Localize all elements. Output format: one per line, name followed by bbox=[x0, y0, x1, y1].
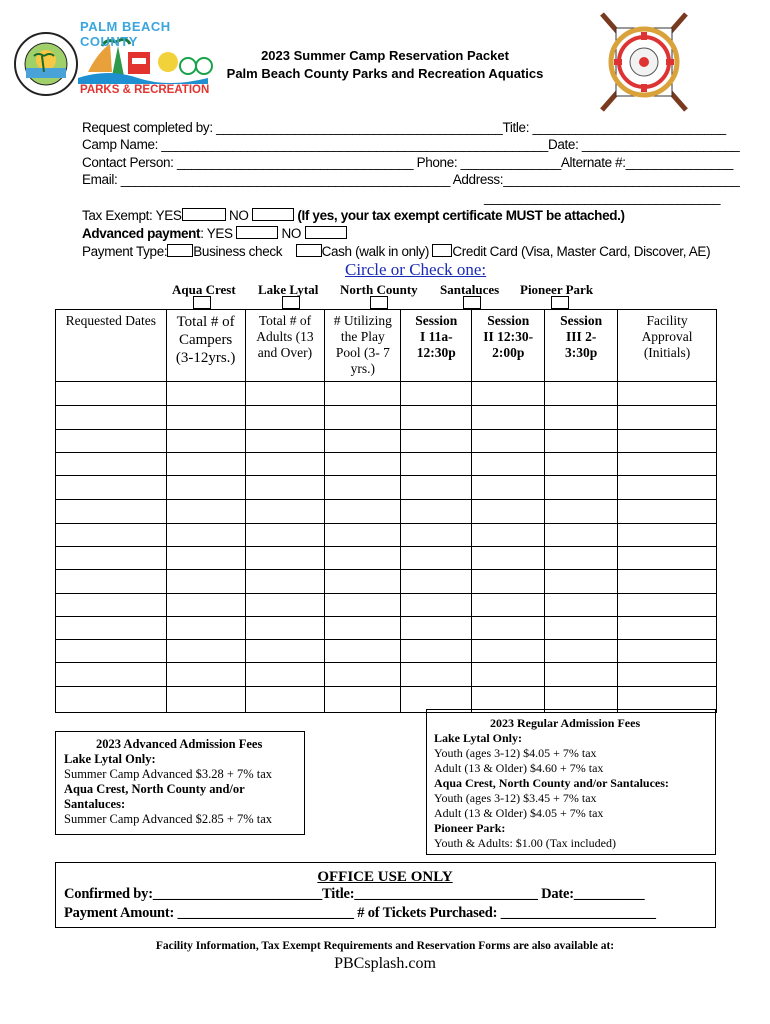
table-cell[interactable] bbox=[472, 476, 545, 500]
location-santaluces: Santaluces bbox=[440, 282, 500, 297]
table-cell[interactable] bbox=[401, 382, 472, 406]
tax-exempt-no-box[interactable] bbox=[252, 208, 294, 221]
table-cell[interactable] bbox=[245, 430, 325, 453]
table-cell[interactable] bbox=[325, 382, 401, 406]
advanced-payment-row bbox=[82, 226, 347, 241]
header-session-2: Session II 12:30- 2:00p bbox=[472, 310, 545, 382]
regular-pioneer-label: Pioneer Park: bbox=[434, 821, 506, 835]
confirmed-by-line[interactable]: Confirmed by:________________________Title:__________________________ Date:__________ bbox=[64, 886, 645, 902]
aqua-crest-checkbox[interactable] bbox=[193, 296, 211, 309]
table-row bbox=[56, 570, 717, 594]
table-cell[interactable] bbox=[325, 430, 401, 453]
table-cell[interactable] bbox=[325, 617, 401, 640]
table-row bbox=[56, 406, 717, 430]
table-cell[interactable] bbox=[56, 547, 167, 570]
table-cell[interactable] bbox=[325, 524, 401, 547]
table-cell[interactable] bbox=[401, 617, 472, 640]
table-row bbox=[56, 640, 717, 663]
table-cell[interactable] bbox=[56, 640, 167, 663]
table-cell[interactable] bbox=[56, 500, 167, 524]
table-cell[interactable] bbox=[56, 570, 167, 594]
table-cell[interactable] bbox=[325, 500, 401, 524]
table-cell[interactable] bbox=[166, 406, 245, 430]
table-cell[interactable] bbox=[166, 594, 245, 617]
table-cell[interactable] bbox=[618, 663, 717, 687]
table-cell[interactable] bbox=[56, 476, 167, 500]
table-cell[interactable] bbox=[166, 382, 245, 406]
table-cell[interactable] bbox=[472, 453, 545, 476]
table-cell[interactable] bbox=[245, 500, 325, 524]
table-cell[interactable] bbox=[56, 453, 167, 476]
table-cell[interactable] bbox=[166, 430, 245, 453]
location-aqua-crest: Aqua Crest bbox=[172, 282, 236, 297]
table-cell[interactable] bbox=[545, 476, 618, 500]
table-cell[interactable] bbox=[325, 663, 401, 687]
advanced-yes-box[interactable] bbox=[236, 226, 278, 239]
table-cell[interactable] bbox=[325, 594, 401, 617]
table-row bbox=[56, 382, 717, 406]
table-cell[interactable] bbox=[545, 570, 618, 594]
table-cell[interactable] bbox=[401, 430, 472, 453]
pioneer-park-checkbox[interactable] bbox=[551, 296, 569, 309]
header-total-campers bbox=[166, 310, 245, 382]
regular-others-youth: Youth (ages 3-12) $3.45 + 7% tax bbox=[434, 791, 597, 805]
table-cell[interactable] bbox=[56, 663, 167, 687]
payment-type-row bbox=[82, 244, 710, 259]
table-cell[interactable] bbox=[401, 406, 472, 430]
table-cell[interactable] bbox=[545, 453, 618, 476]
table-cell[interactable] bbox=[166, 640, 245, 663]
table-cell[interactable] bbox=[56, 382, 167, 406]
payment-type-label: Payment Type: bbox=[82, 244, 168, 259]
table-cell[interactable] bbox=[401, 500, 472, 524]
payment-amount-line[interactable]: Payment Amount: _________________________ # of Tickets Purchased: ______________________ bbox=[64, 905, 656, 921]
table-cell[interactable] bbox=[618, 617, 717, 640]
table-cell[interactable] bbox=[545, 640, 618, 663]
table-cell[interactable] bbox=[401, 663, 472, 687]
table-cell[interactable] bbox=[401, 594, 472, 617]
advanced-fees-title: 2023 Advanced Admission Fees bbox=[96, 737, 263, 751]
table-cell[interactable] bbox=[618, 430, 717, 453]
table-cell[interactable] bbox=[166, 524, 245, 547]
table-cell[interactable] bbox=[245, 640, 325, 663]
regular-fees-box bbox=[426, 709, 716, 855]
table-cell[interactable] bbox=[545, 594, 618, 617]
tax-exempt-yes-box[interactable] bbox=[182, 208, 226, 221]
table-cell[interactable] bbox=[166, 500, 245, 524]
table-cell[interactable] bbox=[56, 594, 167, 617]
request-line[interactable]: Request completed by: ________________________________________Title: ___________________________ bbox=[82, 120, 726, 135]
table-cell[interactable] bbox=[472, 500, 545, 524]
table-cell[interactable] bbox=[166, 687, 245, 713]
table-cell[interactable] bbox=[472, 524, 545, 547]
table-cell[interactable] bbox=[618, 453, 717, 476]
table-cell[interactable] bbox=[618, 547, 717, 570]
business-check-box[interactable] bbox=[167, 244, 193, 257]
table-cell[interactable] bbox=[545, 663, 618, 687]
table-cell[interactable] bbox=[245, 663, 325, 687]
table-cell[interactable] bbox=[325, 476, 401, 500]
table-header-row bbox=[56, 310, 717, 382]
table-cell[interactable] bbox=[618, 382, 717, 406]
table-cell[interactable] bbox=[618, 570, 717, 594]
table-cell[interactable] bbox=[166, 663, 245, 687]
table-cell[interactable] bbox=[618, 524, 717, 547]
header-requested-dates: Requested Dates bbox=[56, 310, 167, 382]
table-row bbox=[56, 430, 717, 453]
page-subtitle: Palm Beach County Parks and Recreation Aquatics bbox=[226, 66, 544, 81]
advanced-others-fee: Summer Camp Advanced $2.85 + 7% tax bbox=[64, 812, 273, 826]
table-cell[interactable] bbox=[245, 382, 325, 406]
circle-heading: Circle or Check one: bbox=[345, 260, 487, 279]
table-cell[interactable] bbox=[245, 453, 325, 476]
location-pioneer-park: Pioneer Park bbox=[520, 282, 594, 297]
table-cell[interactable] bbox=[325, 406, 401, 430]
camp-name-line[interactable]: Camp Name: ______________________________________________________Date: ______________________ bbox=[82, 137, 740, 152]
page-title: 2023 Summer Camp Reservation Packet bbox=[261, 48, 509, 63]
table-cell[interactable] bbox=[545, 617, 618, 640]
credit-card-box[interactable] bbox=[432, 244, 452, 257]
table-cell[interactable] bbox=[166, 570, 245, 594]
advanced-yes-label: : YES bbox=[200, 226, 233, 241]
table-cell[interactable] bbox=[325, 453, 401, 476]
email-line[interactable]: Email: ______________________________________________ Address:_________________________________ bbox=[82, 172, 740, 187]
advanced-lake-lytal-fee: Summer Camp Advanced $3.28 + 7% tax bbox=[64, 767, 273, 781]
table-cell[interactable] bbox=[618, 594, 717, 617]
brand-bottom-text: PARKS & RECREATION bbox=[80, 84, 210, 96]
table-cell[interactable] bbox=[166, 476, 245, 500]
table-cell[interactable] bbox=[56, 524, 167, 547]
table-cell[interactable] bbox=[618, 406, 717, 430]
contact-line[interactable]: Contact Person: _________________________________ Phone: ______________Alternate #:_______________ bbox=[82, 155, 734, 170]
table-cell[interactable] bbox=[472, 570, 545, 594]
header-session-3: Session III 2- 3:30p bbox=[545, 310, 618, 382]
table-cell[interactable] bbox=[472, 640, 545, 663]
table-row bbox=[56, 663, 717, 687]
table-cell[interactable] bbox=[245, 617, 325, 640]
regular-others-adult: Adult (13 & Older) $4.05 + 7% tax bbox=[434, 806, 604, 820]
table-row bbox=[56, 524, 717, 547]
header-session-1: Session I 11a- 12:30p bbox=[401, 310, 472, 382]
regular-lake-lytal-youth: Youth (ages 3-12) $4.05 + 7% tax bbox=[434, 746, 597, 760]
table-cell[interactable] bbox=[401, 547, 472, 570]
table-cell[interactable] bbox=[472, 406, 545, 430]
header-total-adults: Total # of Adults (13 and Over) bbox=[245, 310, 325, 382]
table-cell[interactable] bbox=[545, 524, 618, 547]
tax-exempt-row bbox=[82, 208, 625, 223]
table-cell[interactable] bbox=[472, 382, 545, 406]
advanced-fees-box bbox=[55, 731, 305, 835]
table-row bbox=[56, 453, 717, 476]
table-cell[interactable] bbox=[56, 617, 167, 640]
table-cell[interactable] bbox=[545, 430, 618, 453]
header-total-campers-text: Total # of Campers (3-12yrs.) bbox=[175, 314, 236, 366]
location-lake-lytal: Lake Lytal bbox=[258, 282, 319, 297]
table-cell[interactable] bbox=[401, 570, 472, 594]
table-cell[interactable] bbox=[472, 663, 545, 687]
business-check-label: Business check bbox=[193, 244, 283, 259]
table-cell[interactable] bbox=[325, 687, 401, 713]
table-cell[interactable] bbox=[245, 406, 325, 430]
regular-lake-lytal-label: Lake Lytal Only: bbox=[434, 731, 523, 745]
table-cell[interactable] bbox=[245, 570, 325, 594]
table-cell[interactable] bbox=[472, 430, 545, 453]
table-cell[interactable] bbox=[618, 500, 717, 524]
brand-top-text: PALM BEACH COUNTY bbox=[80, 19, 171, 49]
table-cell[interactable] bbox=[56, 406, 167, 430]
reservation-table bbox=[55, 309, 717, 713]
table-cell[interactable] bbox=[401, 453, 472, 476]
advanced-no-box[interactable] bbox=[305, 226, 347, 239]
table-cell[interactable] bbox=[472, 594, 545, 617]
table-cell[interactable] bbox=[245, 594, 325, 617]
table-cell[interactable] bbox=[545, 547, 618, 570]
table-cell[interactable] bbox=[401, 640, 472, 663]
table-cell[interactable] bbox=[618, 476, 717, 500]
santaluces-checkbox[interactable] bbox=[463, 296, 481, 309]
table-cell[interactable] bbox=[56, 430, 167, 453]
footer-note: Facility Information, Tax Exempt Requirements and Reservation Forms are also available at: bbox=[155, 940, 615, 952]
table-row bbox=[56, 500, 717, 524]
table-cell[interactable] bbox=[245, 524, 325, 547]
tax-note: (If yes, your tax exempt certificate MUST be attached.) bbox=[297, 208, 625, 223]
regular-others-label: Aqua Crest, North County and/or Santaluces: bbox=[434, 776, 669, 790]
table-cell[interactable] bbox=[618, 640, 717, 663]
header-play-pool: # Utilizing the Play Pool (3- 7 yrs.) bbox=[325, 310, 401, 382]
table-cell[interactable] bbox=[166, 547, 245, 570]
credit-card-label: Credit Card (Visa, Master Card, Discover, AE) bbox=[452, 244, 711, 259]
table-cell[interactable] bbox=[545, 382, 618, 406]
advanced-no-label: NO bbox=[281, 226, 302, 241]
table-cell[interactable] bbox=[325, 570, 401, 594]
north-county-checkbox[interactable] bbox=[370, 296, 388, 309]
table-cell[interactable] bbox=[401, 476, 472, 500]
table-row bbox=[56, 547, 717, 570]
lake-lytal-checkbox[interactable] bbox=[282, 296, 300, 309]
table-cell[interactable] bbox=[245, 547, 325, 570]
table-cell[interactable] bbox=[166, 453, 245, 476]
regular-lake-lytal-adult: Adult (13 & Older) $4.60 + 7% tax bbox=[434, 761, 604, 775]
address-line-2[interactable]: _________________________________ bbox=[484, 190, 721, 205]
table-cell[interactable] bbox=[166, 617, 245, 640]
tax-no-label: NO bbox=[228, 208, 249, 223]
table-row bbox=[56, 617, 717, 640]
regular-fees-title: 2023 Regular Admission Fees bbox=[490, 716, 641, 730]
table-cell[interactable] bbox=[325, 640, 401, 663]
table-cell[interactable] bbox=[545, 406, 618, 430]
header-facility-approval: Facility Approval (Initials) bbox=[618, 310, 717, 382]
footer-website[interactable]: PBCsplash.com bbox=[334, 955, 436, 972]
table-cell[interactable] bbox=[472, 547, 545, 570]
cash-label: Cash (walk in only) bbox=[321, 244, 429, 259]
table-cell[interactable] bbox=[56, 687, 167, 713]
regular-pioneer-fee: Youth & Adults: $1.00 (Tax included) bbox=[434, 836, 616, 850]
office-use-title: OFFICE USE ONLY bbox=[317, 869, 453, 885]
table-row bbox=[56, 594, 717, 617]
cash-box[interactable] bbox=[296, 244, 322, 257]
table-cell[interactable] bbox=[545, 500, 618, 524]
location-north-county: North County bbox=[340, 282, 418, 297]
table-cell[interactable] bbox=[245, 687, 325, 713]
advanced-lake-lytal-label: Lake Lytal Only: bbox=[64, 752, 156, 766]
table-cell[interactable] bbox=[245, 476, 325, 500]
advanced-others-label-2: Santaluces: bbox=[64, 797, 126, 811]
table-cell[interactable] bbox=[401, 524, 472, 547]
advanced-payment-label: Advanced payment bbox=[82, 226, 201, 241]
table-row bbox=[56, 476, 717, 500]
tax-exempt-label: Tax Exempt: YES bbox=[82, 208, 182, 223]
table-cell[interactable] bbox=[472, 617, 545, 640]
table-cell[interactable] bbox=[325, 547, 401, 570]
advanced-others-label-1: Aqua Crest, North County and/or bbox=[64, 782, 245, 796]
